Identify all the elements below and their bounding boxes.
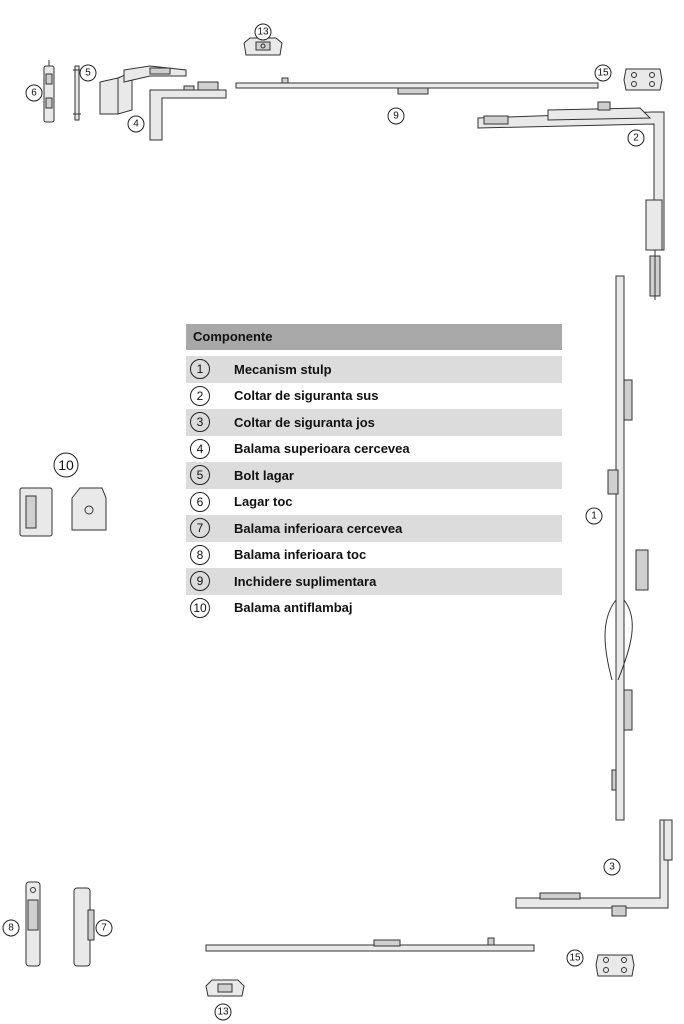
callout-15-bottom — [567, 950, 583, 966]
part-7 — [74, 888, 94, 966]
legend-rows — [186, 356, 562, 621]
legend-row — [186, 515, 562, 542]
legend-number-badge: 1 — [190, 359, 210, 379]
callout-5 — [80, 65, 96, 81]
callout-10 — [54, 453, 78, 477]
legend-row — [186, 462, 562, 489]
svg-text:8: 8 — [8, 922, 14, 934]
svg-text:6: 6 — [31, 87, 37, 99]
legend-label: Coltar de siguranta jos — [234, 414, 375, 430]
callout-9-top — [388, 108, 404, 124]
legend-row — [186, 436, 562, 463]
legend-number-badge: 4 — [190, 439, 210, 459]
legend-label: Balama inferioara cercevea — [234, 520, 403, 536]
legend-table — [186, 324, 562, 621]
legend-row — [186, 568, 562, 595]
part-13-top — [244, 38, 282, 55]
callout-15-top — [595, 65, 611, 81]
callout-13-top — [255, 24, 271, 40]
legend-label: Mecanism stulp — [234, 361, 332, 377]
legend-row — [186, 542, 562, 569]
part-8 — [26, 882, 40, 966]
callout-2 — [628, 130, 644, 146]
callout-6 — [26, 85, 42, 101]
legend-label: Balama antiflambaj — [234, 600, 353, 616]
svg-text:13: 13 — [217, 1006, 229, 1018]
legend-label: Inchidere suplimentara — [234, 573, 377, 589]
legend-number-badge: 9 — [190, 571, 210, 591]
part-3-corner-bottom — [516, 820, 672, 916]
legend-label: Balama inferioara toc — [234, 547, 367, 563]
svg-text:9: 9 — [393, 110, 399, 122]
legend-row — [186, 356, 562, 383]
part-10 — [20, 488, 106, 536]
legend-number-badge: 7 — [190, 518, 210, 538]
callout-4 — [128, 116, 144, 132]
top-l-bracket — [150, 82, 226, 140]
part-15-top — [624, 69, 662, 90]
part-6 — [44, 60, 54, 122]
svg-text:4: 4 — [133, 118, 139, 130]
legend-row — [186, 489, 562, 516]
part-1-vertical-rod — [605, 276, 648, 820]
part-15-bottom — [596, 955, 634, 976]
legend-label: Lagar toc — [234, 494, 293, 510]
legend-label: Coltar de siguranta sus — [234, 388, 379, 404]
svg-text:7: 7 — [101, 922, 107, 934]
legend-number-badge: 2 — [190, 386, 210, 406]
legend-number-badge: 8 — [190, 545, 210, 565]
legend-number-badge: 3 — [190, 412, 210, 432]
legend-number-badge: 6 — [190, 492, 210, 512]
svg-text:1: 1 — [591, 510, 597, 522]
svg-text:2: 2 — [633, 132, 639, 144]
callout-13-bottom — [215, 1004, 231, 1020]
legend-label: Bolt lagar — [234, 467, 294, 483]
legend-title: Componente — [186, 324, 562, 350]
callout-1 — [586, 508, 602, 524]
legend-row — [186, 409, 562, 436]
callout-7 — [96, 920, 112, 936]
svg-text:15: 15 — [569, 952, 581, 964]
svg-text:15: 15 — [597, 67, 609, 79]
callout-8 — [3, 920, 19, 936]
svg-text:5: 5 — [85, 67, 91, 79]
legend-row — [186, 595, 562, 622]
svg-text:10: 10 — [58, 457, 74, 473]
legend-row — [186, 383, 562, 410]
svg-text:3: 3 — [609, 861, 615, 873]
svg-text:13: 13 — [257, 26, 269, 38]
part-13-bottom — [206, 980, 244, 996]
legend-label: Balama superioara cercevea — [234, 441, 410, 457]
legend-number-badge: 5 — [190, 465, 210, 485]
callout-3 — [604, 859, 620, 875]
part-9-top-rod — [236, 78, 598, 94]
legend-number-badge: 10 — [190, 598, 210, 618]
part-9-bottom-rod — [206, 938, 534, 951]
